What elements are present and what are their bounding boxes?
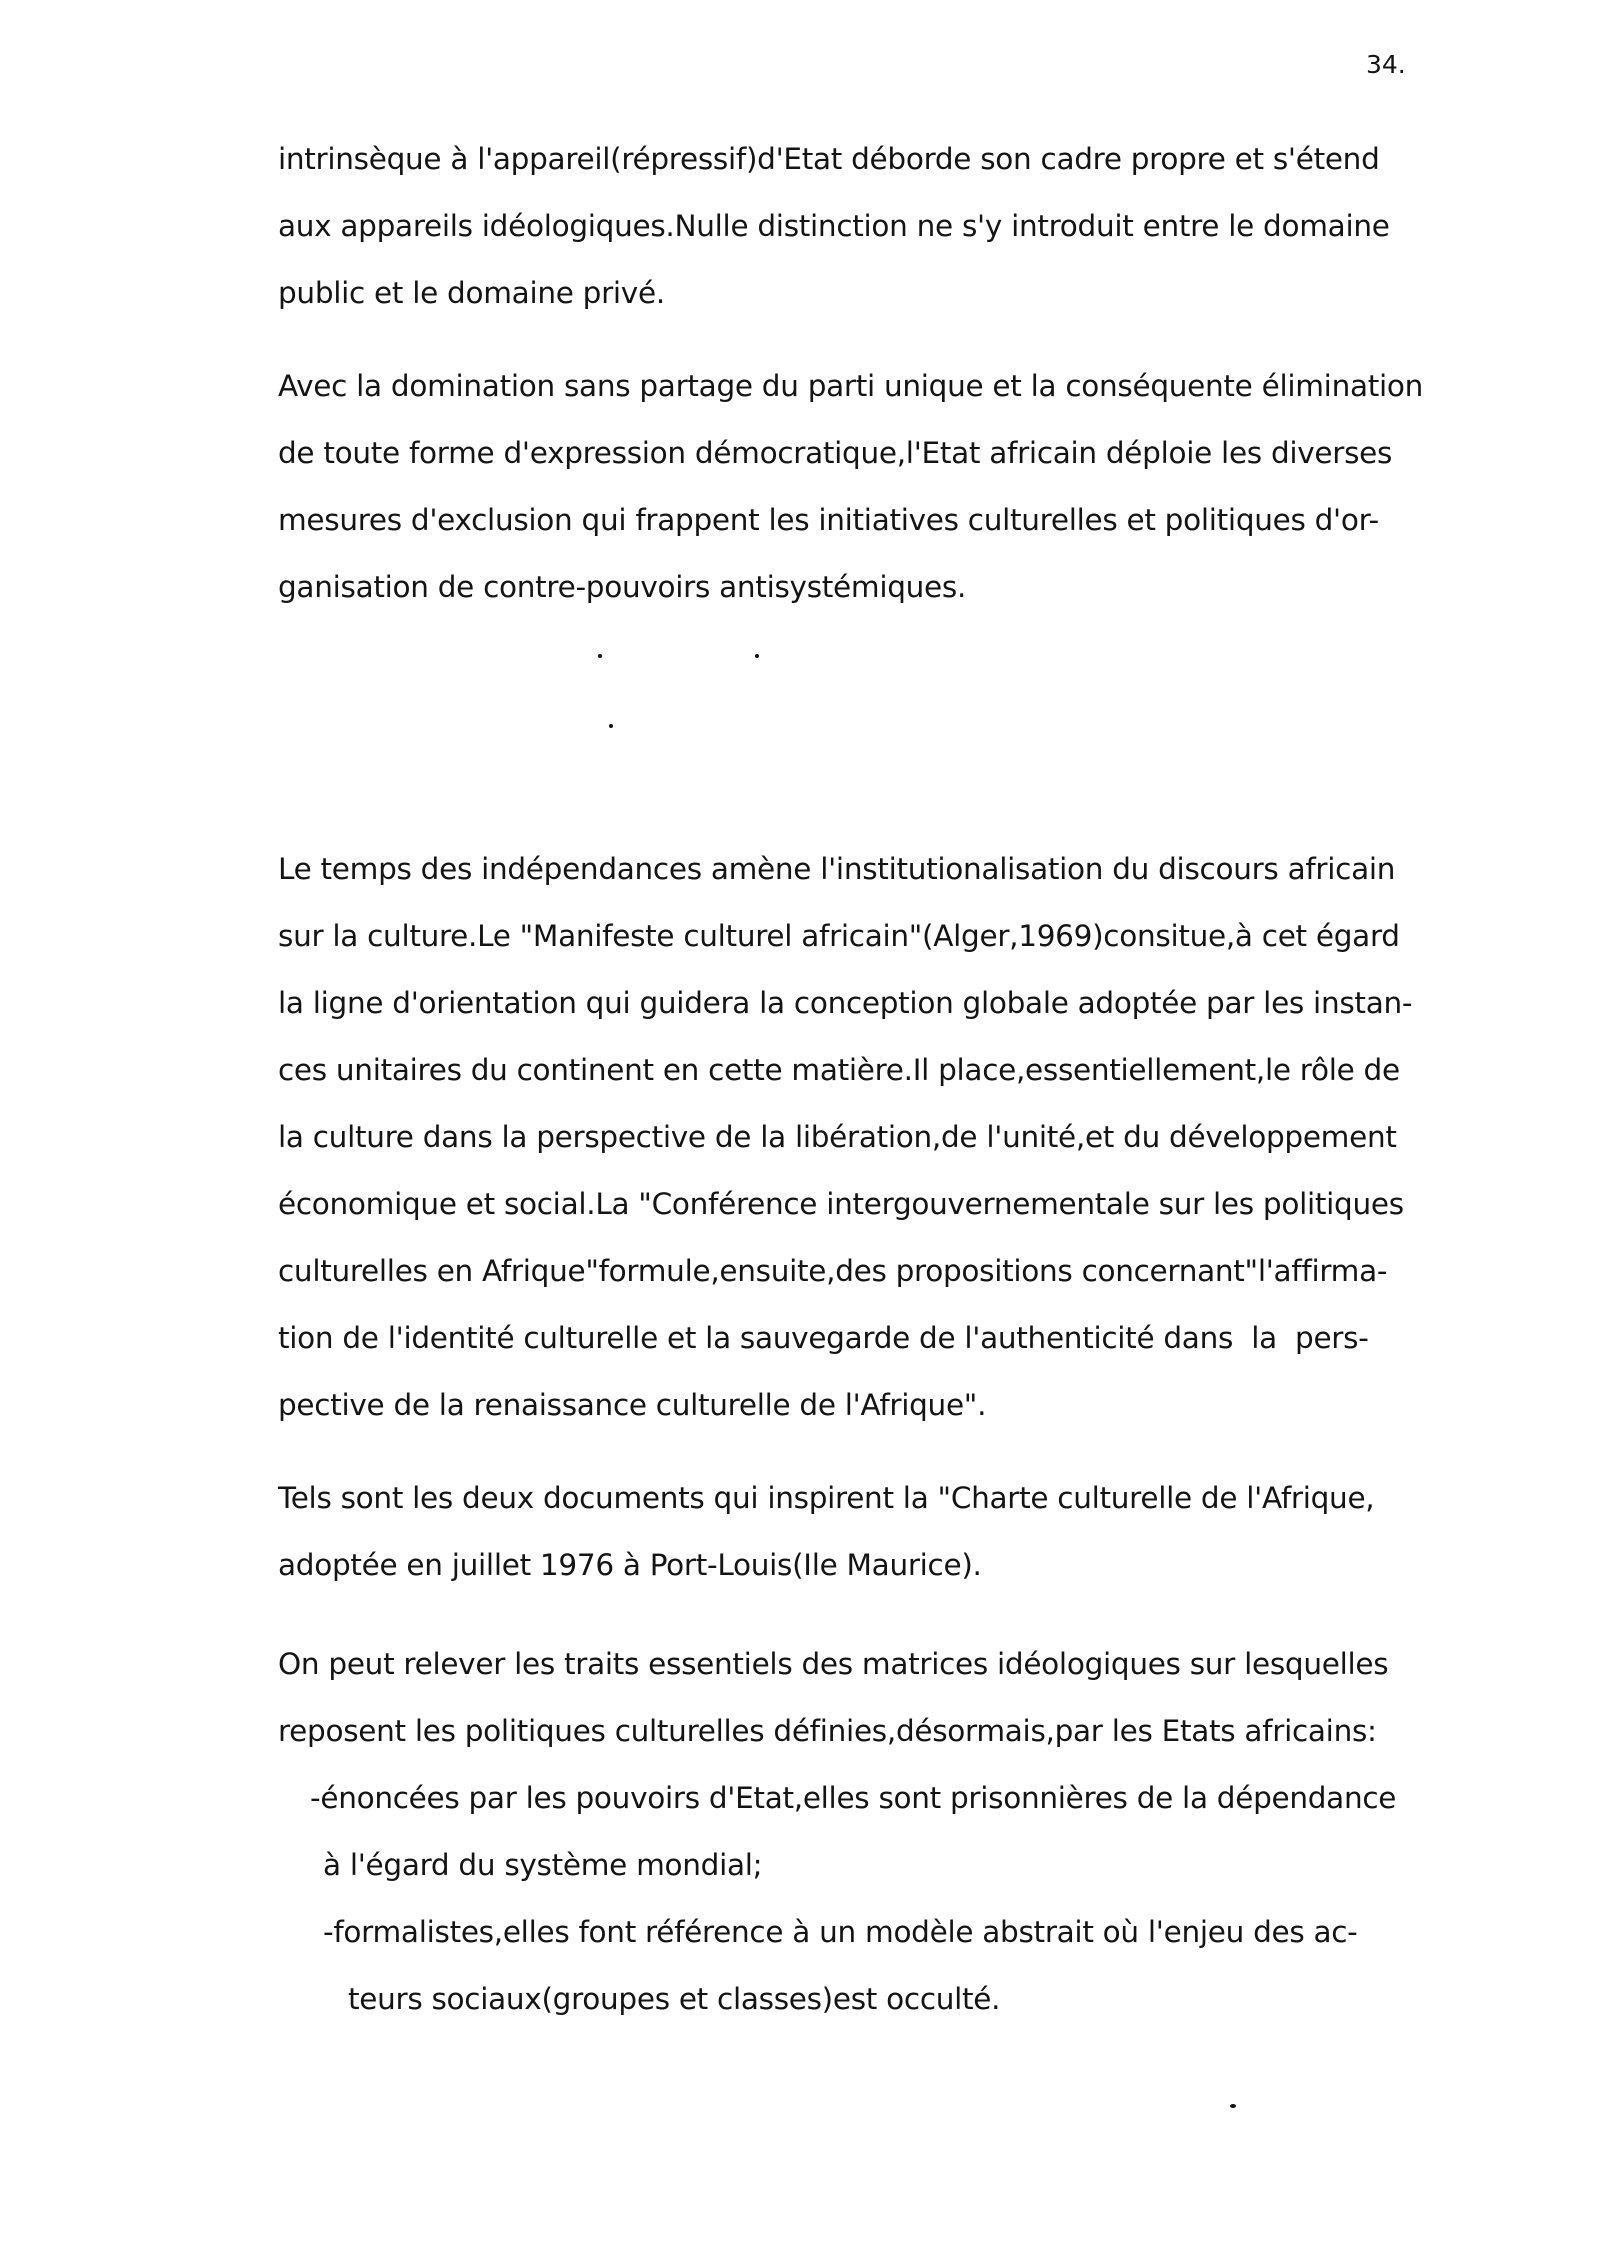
text-line: adoptée en juillet 1976 à Port-Louis(Ile Maurice). (278, 1548, 982, 1582)
text-line: économique et social.La "Conférence intergouvernementale sur les politiques (278, 1187, 1404, 1221)
text-line: ces unitaires du continent en cette matière.Il place,essentiellement,le rôle de (278, 1053, 1400, 1087)
page-number: 34. (1366, 50, 1406, 79)
text-line: aux appareils idéologiques.Nulle distinction ne s'y introduit entre le domaine (278, 209, 1390, 243)
speck-mark (1230, 2104, 1236, 2108)
text-line: Le temps des indépendances amène l'institutionalisation du discours africain (278, 852, 1396, 886)
text-line: tion de l'identité culturelle et la sauvegarde de l'authenticité dans la pers- (278, 1321, 1369, 1355)
text-line: mesures d'exclusion qui frappent les initiatives culturelles et politiques d'or- (278, 503, 1379, 537)
text-line: de toute forme d'expression démocratique,l'Etat africain déploie les diverses (278, 436, 1393, 470)
list-item: -formalistes,elles font référence à un modèle abstrait où l'enjeu des ac- (323, 1915, 1358, 1949)
text-line: reposent les politiques culturelles définies,désormais,par les Etats africains: (278, 1714, 1377, 1748)
list-item-continuation: teurs sociaux(groupes et classes)est occulté. (348, 1982, 1001, 2016)
text-line: Avec la domination sans partage du parti unique et la conséquente élimination (278, 369, 1424, 403)
speck-mark (755, 654, 759, 658)
speck-mark (609, 724, 613, 728)
text-line: la culture dans la perspective de la libération,de l'unité,et du développement (278, 1120, 1397, 1154)
text-line: culturelles en Afrique"formule,ensuite,des propositions concernant"l'affirma- (278, 1254, 1388, 1288)
text-line: ganisation de contre-pouvoirs antisystémiques. (278, 570, 967, 604)
text-line: Tels sont les deux documents qui inspirent la "Charte culturelle de l'Afrique, (278, 1481, 1375, 1515)
speck-mark (598, 654, 602, 658)
text-line: sur la culture.Le "Manifeste culturel africain"(Alger,1969)consitue,à cet égard (278, 919, 1400, 953)
list-item-continuation: à l'égard du système mondial; (323, 1848, 763, 1882)
text-line: la ligne d'orientation qui guidera la conception globale adoptée par les instan- (278, 986, 1413, 1020)
text-line: intrinsèque à l'appareil(répressif)d'Etat déborde son cadre propre et s'étend (278, 142, 1380, 176)
text-line: pective de la renaissance culturelle de l'Afrique". (278, 1388, 987, 1422)
text-line: public et le domaine privé. (278, 276, 665, 310)
list-item: -énoncées par les pouvoirs d'Etat,elles sont prisonnières de la dépendance (310, 1781, 1397, 1815)
text-line: On peut relever les traits essentiels des matrices idéologiques sur lesquelles (278, 1647, 1389, 1681)
